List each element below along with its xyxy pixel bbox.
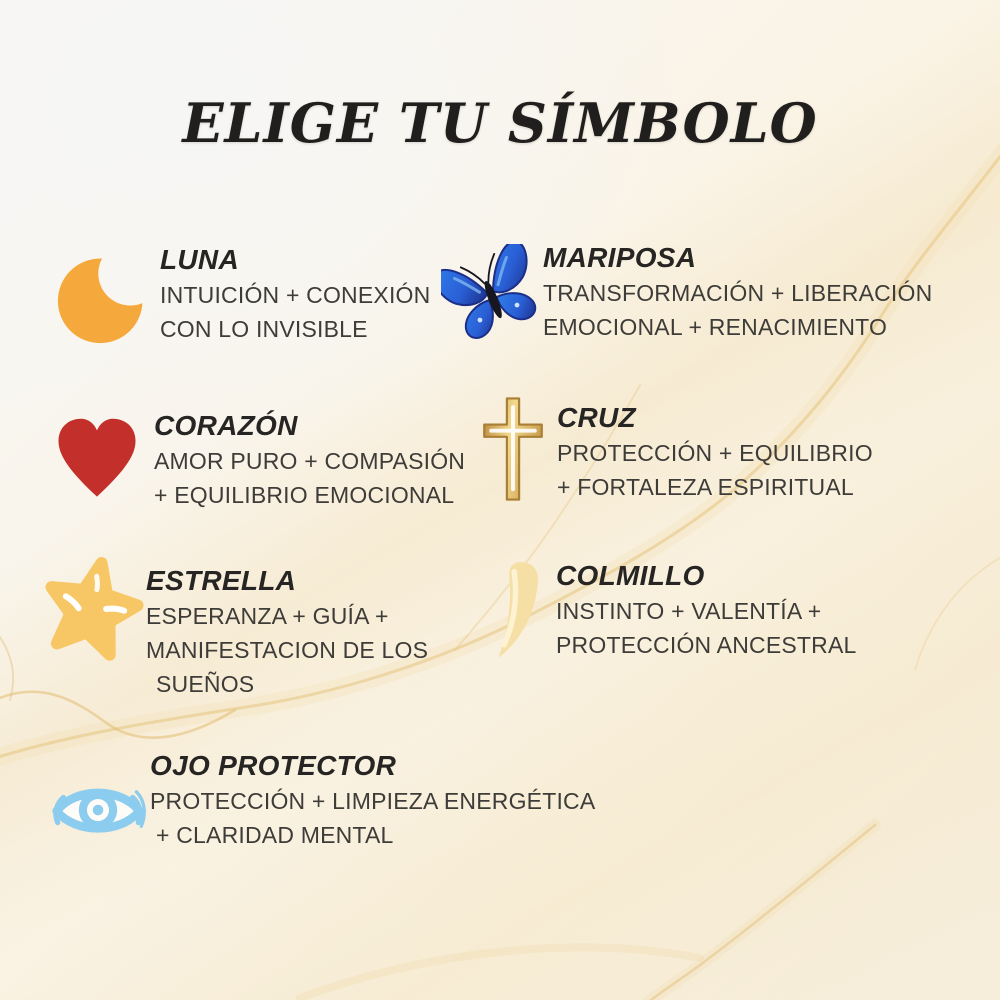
symbol-description-line: EMOCIONAL + RENACIMIENTO [543, 314, 888, 340]
fang-icon [484, 556, 548, 669]
protective-eye-icon [50, 772, 146, 855]
symbol-description-line: AMOR PURO + COMPASIÓN [154, 448, 466, 474]
symbol-name: CORAZÓN [154, 410, 298, 441]
symbol-name: LUNA [160, 244, 239, 275]
symbol-description-line: + EQUILIBRIO EMOCIONAL [154, 482, 455, 508]
symbol-description-line: SUEÑOS [156, 671, 255, 697]
page-title: ELIGE TU SÍMBOLO [182, 91, 818, 155]
symbol-description-line: + CLARIDAD MENTAL [156, 822, 394, 848]
crescent-moon-icon [56, 248, 150, 353]
symbol-name: ESTRELLA [146, 565, 297, 596]
symbol-description-line: PROTECCIÓN + EQUILIBRIO [557, 440, 873, 466]
symbol-name: COLMILLO [556, 560, 705, 591]
symbol-option-estrella[interactable] [40, 550, 428, 701]
symbol-description-line: + FORTALEZA ESPIRITUAL [557, 474, 854, 500]
heart-icon [52, 416, 142, 507]
symbol-option-corazon[interactable] [52, 408, 465, 512]
symbol-description-line: PROTECCIÓN + LIMPIEZA ENERGÉTICA [150, 788, 596, 814]
symbol-name: MARIPOSA [543, 242, 697, 273]
symbol-option-cruz[interactable] [479, 386, 873, 517]
symbol-description-line: TRANSFORMACIÓN + LIBERACIÓN [543, 280, 933, 306]
symbol-description-line: PROTECCIÓN ANCESTRAL [556, 632, 857, 658]
symbol-description-line: ESPERANZA + GUÍA + [146, 603, 389, 629]
symbol-description-line: INSTINTO + VALENTÍA + [556, 598, 822, 624]
star-icon [40, 550, 144, 675]
symbol-description-line: CON LO INVISIBLE [160, 316, 368, 342]
symbol-option-ojo-protector[interactable] [50, 748, 595, 855]
symbol-option-colmillo[interactable] [484, 556, 857, 669]
symbol-name: OJO PROTECTOR [150, 750, 397, 781]
symbol-description-line: MANIFESTACION DE LOS [146, 637, 429, 663]
symbol-name: CRUZ [557, 402, 636, 433]
symbol-description-line: INTUICIÓN + CONEXIÓN [160, 282, 431, 308]
cross-icon [479, 386, 547, 517]
butterfly-icon [441, 244, 541, 345]
symbol-option-mariposa[interactable] [441, 240, 932, 345]
symbol-option-luna[interactable] [56, 242, 430, 353]
